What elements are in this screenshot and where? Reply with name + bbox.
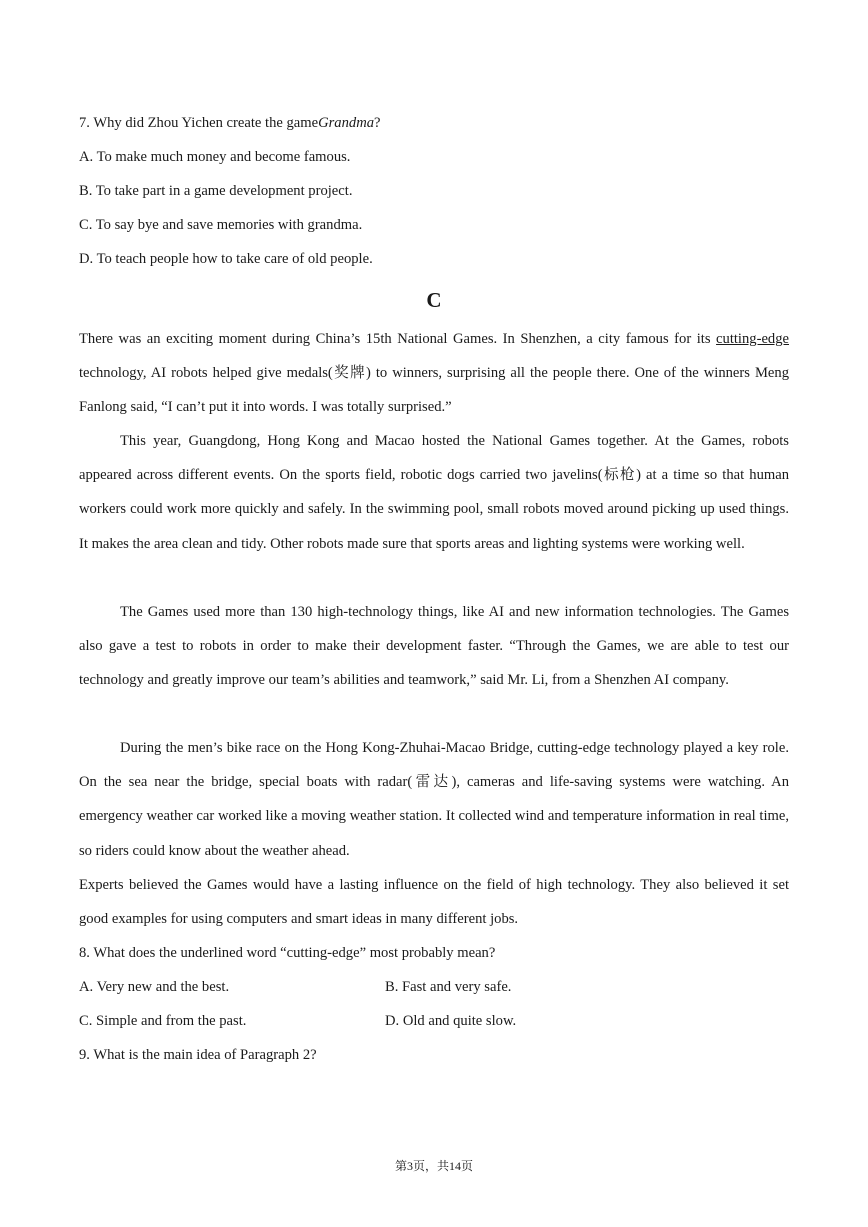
paragraph-1-end: technology, AI robots helped give medals(奖牌) to winners, surprising all the people there. One of the winners Meng Fanlong said, “I can’t put it into words. I was totally surprised.”: [79, 365, 789, 416]
passage-paragraph-3: The Games used more than 130 high-technology things, like AI and new information technologies. The Games also gave a test to robots in order to make their development faster. “Through the Games, we are able to test our technology and greatly improve our team’s abilities and teamwork,” said Mr. Li, from a Shenzhen AI company.: [79, 604, 789, 689]
question-8-option-c: C. Simple and from the past.: [79, 1013, 247, 1029]
question-7-stem-text: 7. Why did Zhou Yichen create the game: [79, 115, 319, 131]
question-8-option-b: B. Fast and very safe.: [385, 979, 512, 995]
question-8-option-d: D. Old and quite slow.: [385, 1013, 517, 1029]
question-7-stem: [79, 113, 381, 133]
question-7-option-d: D. To teach people how to take care of old people.: [79, 251, 373, 267]
page-footer: 第3页，共14页: [394, 1159, 473, 1173]
underlined-word: cutting-edge: [716, 331, 789, 347]
question-8-option-a: A. Very new and the best.: [79, 979, 230, 995]
question-8-stem: 8. What does the underlined word “cutting-edge” most probably mean?: [79, 945, 496, 961]
passage-paragraph-1: [79, 322, 789, 425]
question-7-stem-end: ?: [374, 115, 381, 131]
paragraph-1-start: There was an exciting moment during China’s 15th National Games. In Shenzhen, a city famous for its: [79, 331, 717, 347]
passage-paragraph-5: Experts believed the Games would have a lasting influence on the field of high technology. They also believed it set good examples for using computers and smart ideas in many different jobs.: [79, 877, 789, 928]
question-9-stem: 9. What is the main idea of Paragraph 2?: [79, 1047, 317, 1063]
question-7-option-c: C. To say bye and save memories with grandma.: [79, 217, 363, 233]
game-title: Grandma: [318, 115, 375, 131]
passage-paragraph-2: This year, Guangdong, Hong Kong and Macao hosted the National Games together. At the Games, robots appeared across different events. On the sports field, robotic dogs carried two javelins(标枪) at a time so that human workers could work more quickly and safely. In the swimming pool, small robots moved around picking up used things. It makes the area clean and tidy. Other robots made sure that sports areas and lighting systems were working well.: [79, 433, 789, 552]
section-heading: C: [426, 288, 442, 312]
question-7-option-b: B. To take part in a game development project.: [79, 183, 353, 199]
question-7-option-a: A. To make much money and become famous.: [79, 149, 351, 165]
passage-paragraph-4: During the men’s bike race on the Hong Kong-Zhuhai-Macao Bridge, cutting-edge technology played a key role. On the sea near the bridge, special boats with radar(雷达), cameras and life-saving systems were watching. An emergency weather car worked like a moving weather station. It collected wind and temperature information in real time, so riders could know about the weather ahead.: [79, 740, 789, 859]
